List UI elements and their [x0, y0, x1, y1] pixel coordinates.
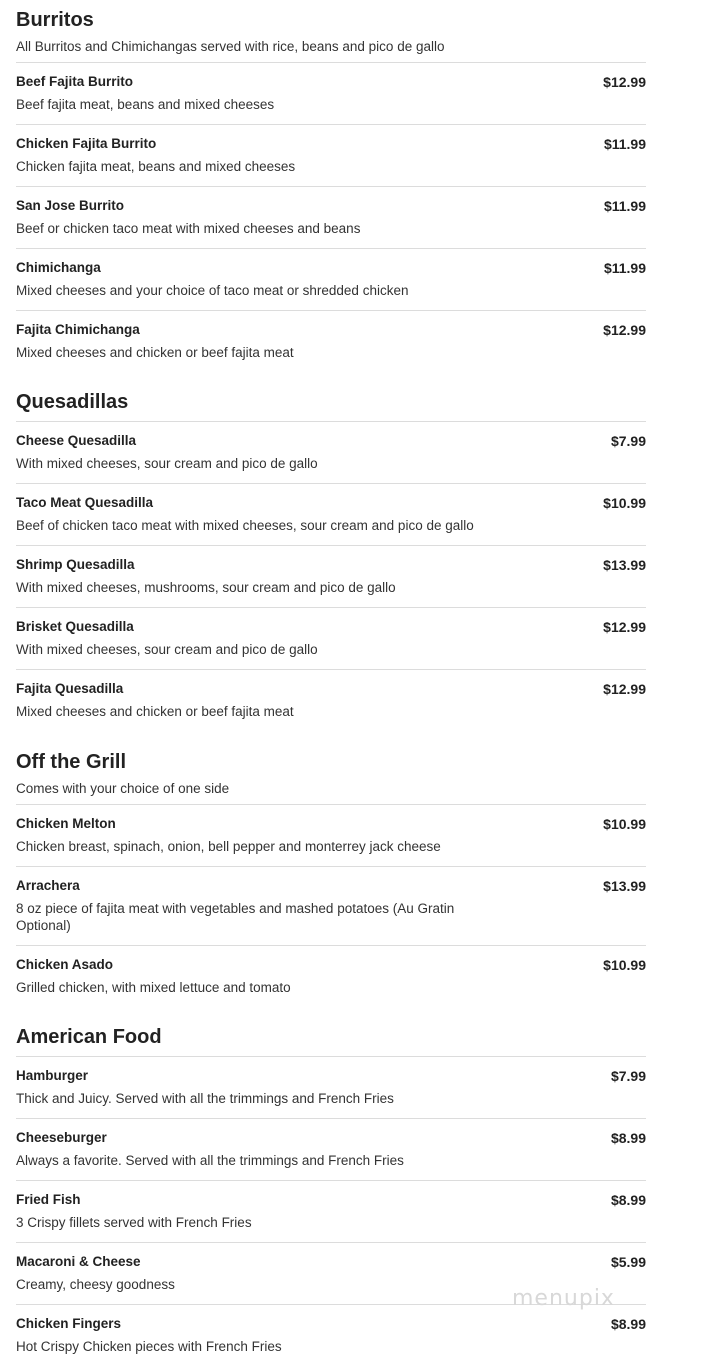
- item-price: $13.99: [603, 557, 646, 573]
- item-description: Beef of chicken taco meat with mixed cheeses, sour cream and pico de gallo: [16, 518, 474, 533]
- item-list: [16, 804, 646, 1008]
- item-description: Chicken fajita meat, beans and mixed cheeses: [16, 159, 296, 174]
- item-price: $10.99: [603, 495, 646, 511]
- item-price: $8.99: [610, 1192, 646, 1208]
- section-quesadillas: [16, 390, 646, 732]
- item-price: $12.99: [603, 681, 646, 697]
- section-description: All Burritos and Chimichangas served with rice, beans and pico de gallo: [16, 39, 445, 54]
- item-price: $12.99: [603, 74, 646, 90]
- menu-item: [16, 805, 646, 867]
- section-burritos: [16, 8, 646, 373]
- item-name: Taco Meat Quesadilla: [16, 495, 154, 510]
- menu-item: [16, 1305, 646, 1367]
- item-description: 8 oz piece of fajita meat with vegetables and mashed potatoes (Au Gratin Optional): [16, 901, 455, 933]
- menu-item: [16, 546, 646, 608]
- item-name: Hamburger: [16, 1068, 89, 1083]
- item-description: Hot Crispy Chicken pieces with French Fries: [16, 1339, 282, 1354]
- menu-item: [16, 63, 646, 125]
- menu-item: [16, 422, 646, 484]
- item-name: Chimichanga: [16, 260, 101, 275]
- item-name: Fajita Quesadilla: [16, 681, 124, 696]
- item-description: Always a favorite. Served with all the trimmings and French Fries: [16, 1153, 404, 1168]
- item-price: $11.99: [603, 198, 646, 214]
- menu-item: [16, 1057, 646, 1119]
- section-description: Comes with your choice of one side: [16, 781, 230, 796]
- menu-item: [16, 125, 646, 187]
- item-list: [16, 62, 646, 373]
- menupix-watermark: menupix: [512, 1286, 615, 1311]
- item-price: $11.99: [603, 260, 646, 276]
- item-name: Shrimp Quesadilla: [16, 557, 135, 572]
- item-name: Fried Fish: [16, 1192, 81, 1207]
- item-description: Mixed cheeses and chicken or beef fajita meat: [16, 345, 294, 360]
- item-price: $7.99: [610, 1068, 646, 1084]
- item-description: Mixed cheeses and chicken or beef fajita meat: [16, 704, 294, 719]
- item-name: Cheeseburger: [16, 1130, 107, 1145]
- item-description: Grilled chicken, with mixed lettuce and tomato: [16, 980, 291, 995]
- item-price: $10.99: [603, 816, 646, 832]
- item-price: $13.99: [603, 878, 646, 894]
- menu-item: [16, 249, 646, 311]
- menu-item: [16, 311, 646, 373]
- menu-item: [16, 1181, 646, 1243]
- item-description: Creamy, cheesy goodness: [16, 1277, 175, 1292]
- section-off-the-grill: [16, 750, 646, 1008]
- item-description: With mixed cheeses, sour cream and pico de gallo: [16, 456, 318, 471]
- item-name: Brisket Quesadilla: [16, 619, 134, 634]
- item-list: [16, 1056, 646, 1367]
- item-name: Chicken Fingers: [16, 1316, 122, 1331]
- item-name: Beef Fajita Burrito: [16, 74, 134, 89]
- item-description: Beef or chicken taco meat with mixed cheeses and beans: [16, 221, 361, 236]
- item-description: With mixed cheeses, mushrooms, sour cream and pico de gallo: [16, 580, 396, 595]
- item-price: $10.99: [603, 957, 646, 973]
- item-description: Chicken breast, spinach, onion, bell pepper and monterrey jack cheese: [16, 839, 441, 854]
- item-name: Chicken Fajita Burrito: [16, 136, 157, 151]
- item-description: Mixed cheeses and your choice of taco meat or shredded chicken: [16, 283, 409, 298]
- menu-item: [16, 867, 646, 946]
- menu-item: [16, 608, 646, 670]
- item-price: $8.99: [610, 1316, 646, 1332]
- item-description: With mixed cheeses, sour cream and pico de gallo: [16, 642, 318, 657]
- menu-item: [16, 1119, 646, 1181]
- section-title: Quesadillas: [16, 391, 129, 413]
- item-name: Chicken Melton: [16, 816, 116, 831]
- item-price: $7.99: [610, 433, 646, 449]
- menu-item: [16, 946, 646, 1008]
- item-price: $12.99: [603, 322, 646, 338]
- item-price: $12.99: [603, 619, 646, 635]
- item-name: Cheese Quesadilla: [16, 433, 137, 448]
- item-price: $8.99: [610, 1130, 646, 1146]
- item-list: [16, 421, 646, 732]
- item-price: $11.99: [603, 136, 646, 152]
- section-title: Burritos: [16, 9, 94, 31]
- menu-item: [16, 484, 646, 546]
- item-name: Macaroni & Cheese: [16, 1254, 141, 1269]
- item-name: Chicken Asado: [16, 957, 114, 972]
- menu-item: [16, 187, 646, 249]
- item-description: Thick and Juicy. Served with all the trimmings and French Fries: [16, 1091, 394, 1106]
- item-name: Arrachera: [16, 878, 80, 893]
- item-price: $5.99: [610, 1254, 646, 1270]
- item-name: Fajita Chimichanga: [16, 322, 140, 337]
- item-description: 3 Crispy fillets served with French Fries: [16, 1215, 252, 1230]
- menu-item: [16, 670, 646, 732]
- section-title: Off the Grill: [16, 751, 126, 773]
- item-description: Beef fajita meat, beans and mixed cheeses: [16, 97, 275, 112]
- item-name: San Jose Burrito: [16, 198, 125, 213]
- section-title: American Food: [16, 1026, 162, 1048]
- section-american-food: [16, 1025, 646, 1367]
